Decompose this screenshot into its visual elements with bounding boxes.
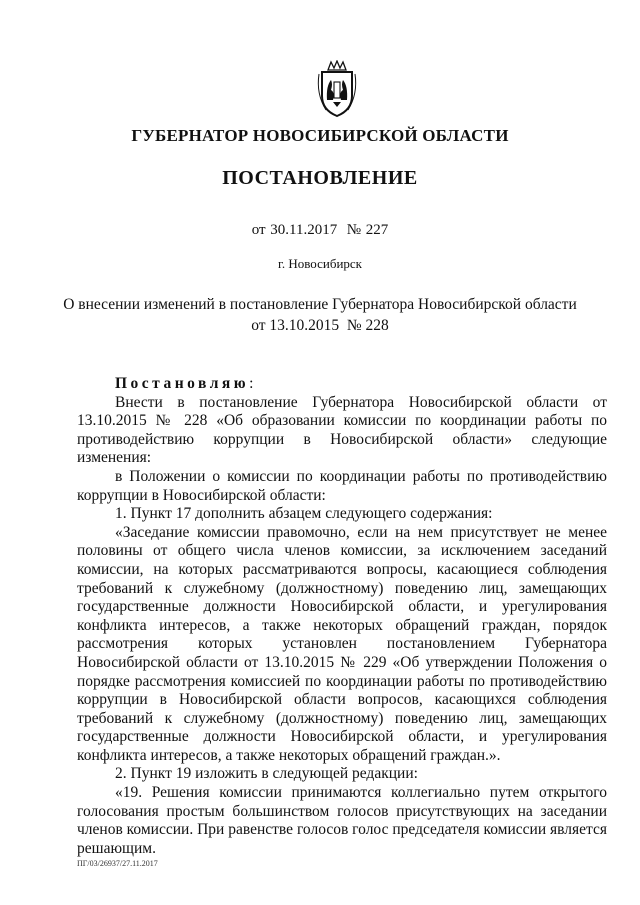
coat-of-arms-icon [314,60,360,118]
decree-word: Постановляю [115,375,250,392]
paragraph-1: Внести в постановление Губернатора Новосибирской области от 13.10.2015 № 228 «Об образовании комиссии по координации работы по противодействию коррупции в Новосибирской области» следующие изменения: [77,393,607,467]
document-body [77,375,607,858]
paragraph-3: 1. Пункт 17 дополнить абзацем следующего содержания: [115,505,493,523]
subject-line-2: от 13.10.2015 № 228 [251,317,389,334]
paragraph-4: «Заседание комиссии правомочно, если на нем присутствует не менее половины от общего числа членов комиссии, за исключением заседаний комиссии, на которых рассматриваются вопросы, касающиеся соблюдения требований к служебному (должностному) поведению лиц, замещающих государственные должности Новосибирской области, и урегулирования конфликта интересов, а также некоторых обращений граждан, порядок рассмотрения которых установлен постановлением Губернатора Новосибирской области от 13.10.2015 № 229 «Об утверждении Положения о порядке рассмотрения комиссией по координации работы по противодействию коррупции в Новосибирской области вопросов, касающихся соблюдения требований к служебному (должностному) поведению лиц, замещающих государственные должности Новосибирской области, и урегулирования конфликта интересов, а также некоторых обращений граждан.». [77,523,607,764]
document-number-line: от 30.11.2017 № 227 [251,222,389,238]
document-type: ПОСТАНОВЛЕНИЕ [222,167,418,189]
paragraph-2: в Положении о комиссии по координации работы по противодействию коррупции в Новосибирской области: [77,467,607,504]
document-city: г. Новосибирск [277,256,362,271]
document-footer-code: ПГ/03/26937/27.11.2017 [77,859,158,868]
document-subject [0,294,640,336]
decree-colon: : [249,375,254,392]
subject-line-1: О внесении изменений в постановление Губернатора Новосибирской области [63,296,577,313]
paragraph-5: 2. Пункт 19 изложить в следующей редакции: [115,765,418,783]
decree-heading [77,375,607,394]
authority-title: ГУБЕРНАТОР НОВОСИБИРСКОЙ ОБЛАСТИ [131,126,509,145]
paragraph-6: «19. Решения комиссии принимаются коллегиально путем открытого голосования простым большинством голосов присутствующих на заседании членов комиссии. При равенстве голосов голос председателя комиссии является решающим. [77,784,607,857]
